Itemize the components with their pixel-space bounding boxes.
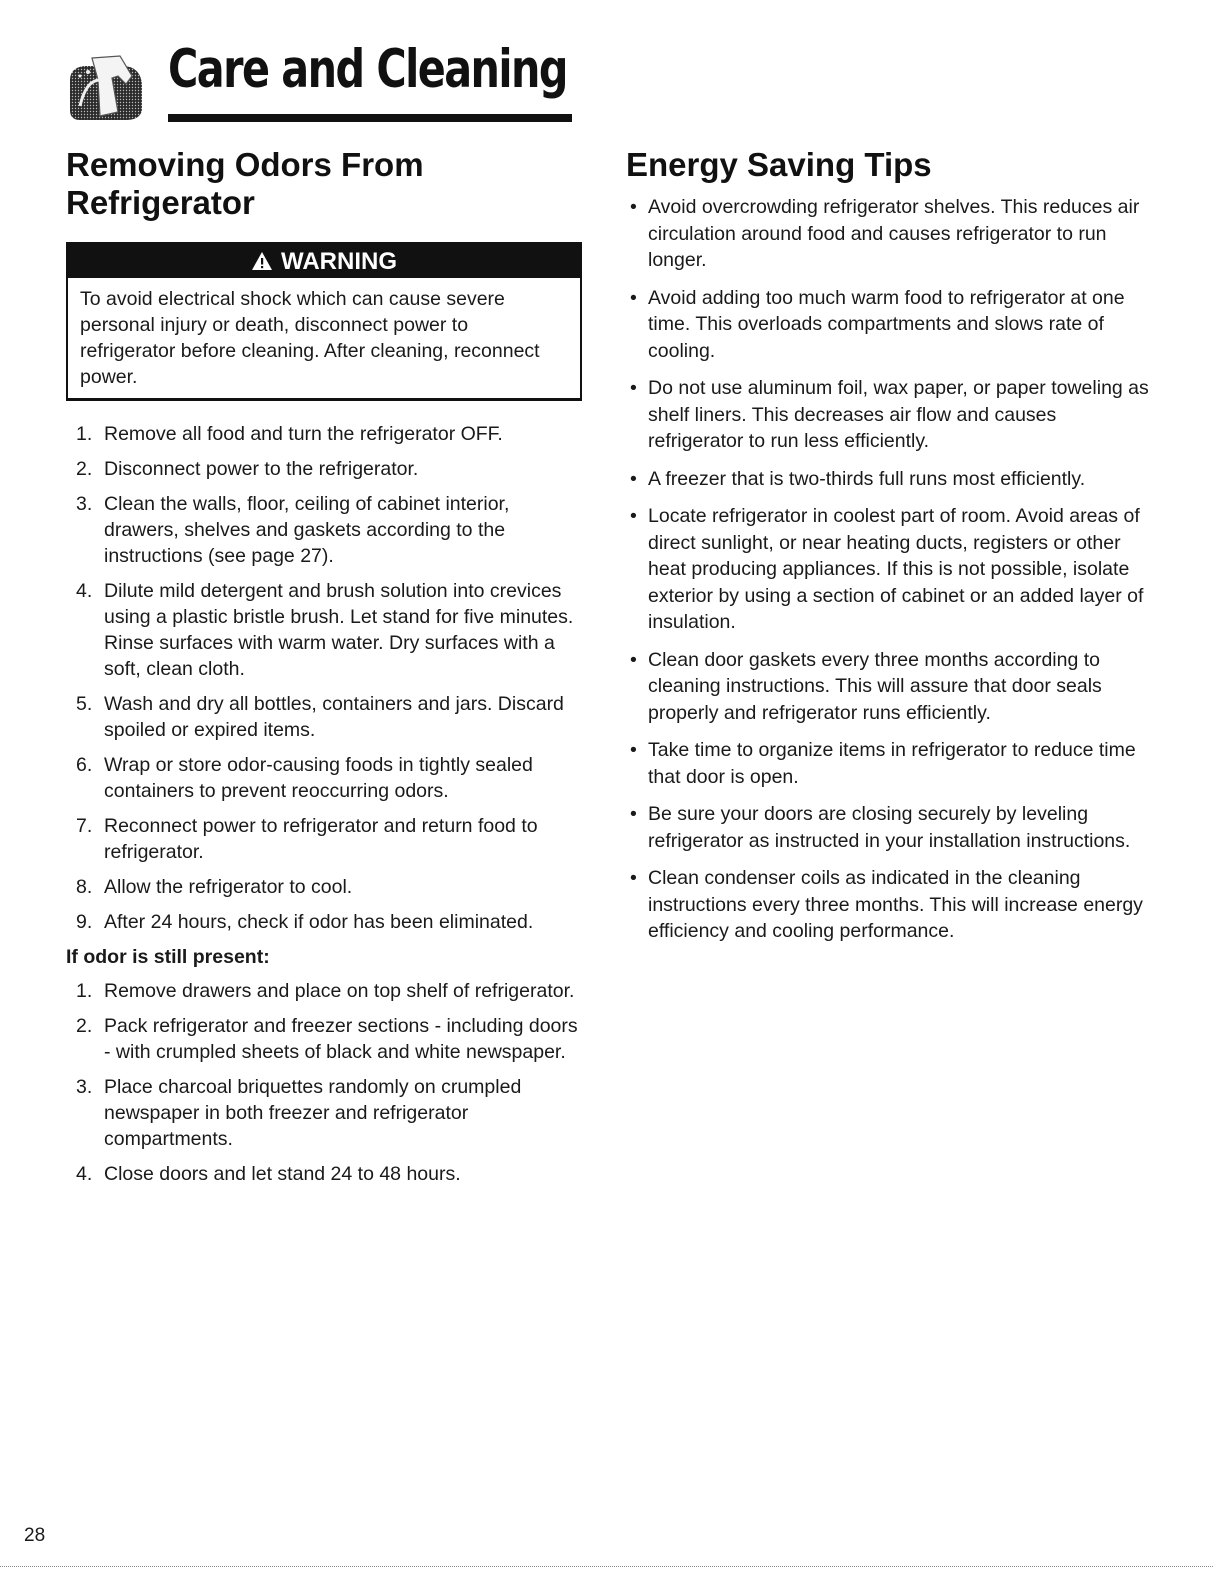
title-underline (168, 114, 572, 122)
tip-text: Do not use aluminum foil, wax paper, or paper toweling as shelf liners. This decreases air flow and causes refrigerator to run less efficiently. (648, 377, 1149, 452)
step-number: 2. (76, 458, 93, 480)
energy-tips-list (626, 194, 1156, 945)
bullet: • (630, 377, 637, 399)
tip-item (626, 865, 1156, 945)
tip-text: Locate refrigerator in coolest part of room. Avoid areas of direct sunlight, or near heating ducts, registers or other heat producing appliances. If this is not possible, isolate exterior by using a section of cabinet or an added layer of insulation. (648, 505, 1144, 633)
step-text: Reconnect power to refrigerator and return food to refrigerator. (104, 815, 538, 863)
tip-item (626, 466, 1156, 493)
step-text: Allow the refrigerator to cool. (104, 876, 353, 898)
step-text: Clean the walls, floor, ceiling of cabinet interior, drawers, shelves and gaskets according to the instructions (see page 27). (104, 493, 510, 567)
odors-heading-line2: Refrigerator (66, 184, 255, 221)
step-number: 6. (76, 754, 93, 776)
step-number: 3. (76, 1076, 93, 1098)
bullet: • (630, 803, 637, 825)
step-number: 4. (76, 580, 93, 602)
warning-triangle-icon (251, 251, 273, 271)
step-text: Close doors and let stand 24 to 48 hours. (104, 1163, 461, 1185)
step-number: 7. (76, 815, 93, 837)
warning-header (68, 244, 580, 278)
step-number: 1. (76, 980, 93, 1002)
step-text: Remove drawers and place on top shelf of refrigerator. (104, 980, 575, 1002)
step-item (66, 752, 586, 804)
step-item (66, 421, 586, 447)
still-present-heading: If odor is still present: (66, 946, 270, 968)
warning-label: WARNING (281, 248, 397, 275)
step-item (66, 1074, 586, 1152)
step-item (66, 1161, 586, 1187)
odors-heading-line1: Removing Odors From (66, 146, 424, 183)
tip-item (626, 647, 1156, 727)
tip-item (626, 194, 1156, 274)
tip-text: Avoid adding too much warm food to refrigerator at one time. This overloads compartments and slows rate of cooling. (648, 286, 1125, 362)
bullet: • (630, 467, 637, 490)
step-item (66, 909, 586, 935)
tip-item (626, 737, 1156, 790)
bottom-divider (0, 1566, 1213, 1568)
warning-text: To avoid electrical shock which can cause severe personal injury or death, disconnect power to refrigerator before cleaning. After cleaning, reconnect power. (80, 288, 540, 388)
step-item (66, 491, 586, 569)
step-number: 5. (76, 693, 93, 715)
step-text: Wash and dry all bottles, containers and jars. Discard spoiled or expired items. (104, 693, 564, 741)
step-number: 2. (76, 1015, 93, 1037)
step-item (66, 874, 586, 900)
step-text: Place charcoal briquettes randomly on crumpled newspaper in both freezer and refrigerator compartments. (104, 1076, 522, 1150)
step-text: Wrap or store odor-causing foods in tightly sealed containers to prevent reoccurring odors. (104, 754, 533, 802)
energy-heading: Energy Saving Tips (626, 146, 932, 183)
tip-item (626, 503, 1156, 636)
page-title: Care and Cleaning (168, 39, 567, 100)
step-number: 1. (76, 423, 93, 445)
step-number: 8. (76, 876, 93, 898)
step-text: Disconnect power to the refrigerator. (104, 458, 419, 480)
step-text: After 24 hours, check if odor has been eliminated. (104, 911, 534, 933)
spray-bottle-icon (62, 50, 148, 122)
step-item (66, 578, 586, 682)
tip-item (626, 285, 1156, 365)
still-present-steps-list (66, 978, 586, 1187)
bullet: • (630, 286, 637, 309)
bullet: • (630, 196, 637, 218)
bullet: • (630, 867, 637, 889)
tip-item (626, 801, 1156, 854)
tip-text: Clean door gaskets every three months according to cleaning instructions. This will assure that door seals properly and refrigerator runs efficiently. (648, 648, 1102, 724)
tip-text: Avoid overcrowding refrigerator shelves. This reduces air circulation around food and causes refrigerator to run longer. (648, 196, 1140, 271)
step-item (66, 978, 586, 1004)
warning-box (66, 242, 582, 401)
step-item (66, 1013, 586, 1065)
tip-text: Take time to organize items in refrigerator to reduce time that door is open. (648, 739, 1136, 788)
removing-odors-section (66, 146, 586, 1196)
tip-text: Be sure your doors are closing securely by leveling refrigerator as instructed in your installation instructions. (648, 803, 1131, 852)
bullet: • (630, 505, 637, 527)
step-item (66, 456, 586, 482)
step-text: Dilute mild detergent and brush solution into crevices using a plastic bristle brush. Let stand for five minutes. Rinse surfaces with warm water. Dry surfaces with a soft, clean cloth. (104, 580, 574, 680)
step-text: Remove all food and turn the refrigerator OFF. (104, 423, 503, 445)
tip-item (626, 375, 1156, 455)
odors-heading (66, 146, 586, 222)
step-item (66, 691, 586, 743)
step-item (66, 813, 586, 865)
bullet: • (630, 739, 637, 761)
step-text: Pack refrigerator and freezer sections - including doors - with crumpled sheets of black and white newspaper. (104, 1015, 578, 1063)
step-number: 9. (76, 911, 93, 933)
page-number: 28 (24, 1525, 46, 1546)
section-header (62, 36, 572, 126)
step-number: 3. (76, 493, 93, 515)
odor-steps-list (66, 421, 586, 935)
bullet: • (630, 648, 637, 671)
step-number: 4. (76, 1163, 93, 1185)
tip-text: Clean condenser coils as indicated in the cleaning instructions every three months. This will increase energy efficiency and cooling performance. (648, 867, 1143, 942)
energy-saving-section (626, 146, 1156, 956)
tip-text: A freezer that is two-thirds full runs most efficiently. (648, 467, 1086, 490)
